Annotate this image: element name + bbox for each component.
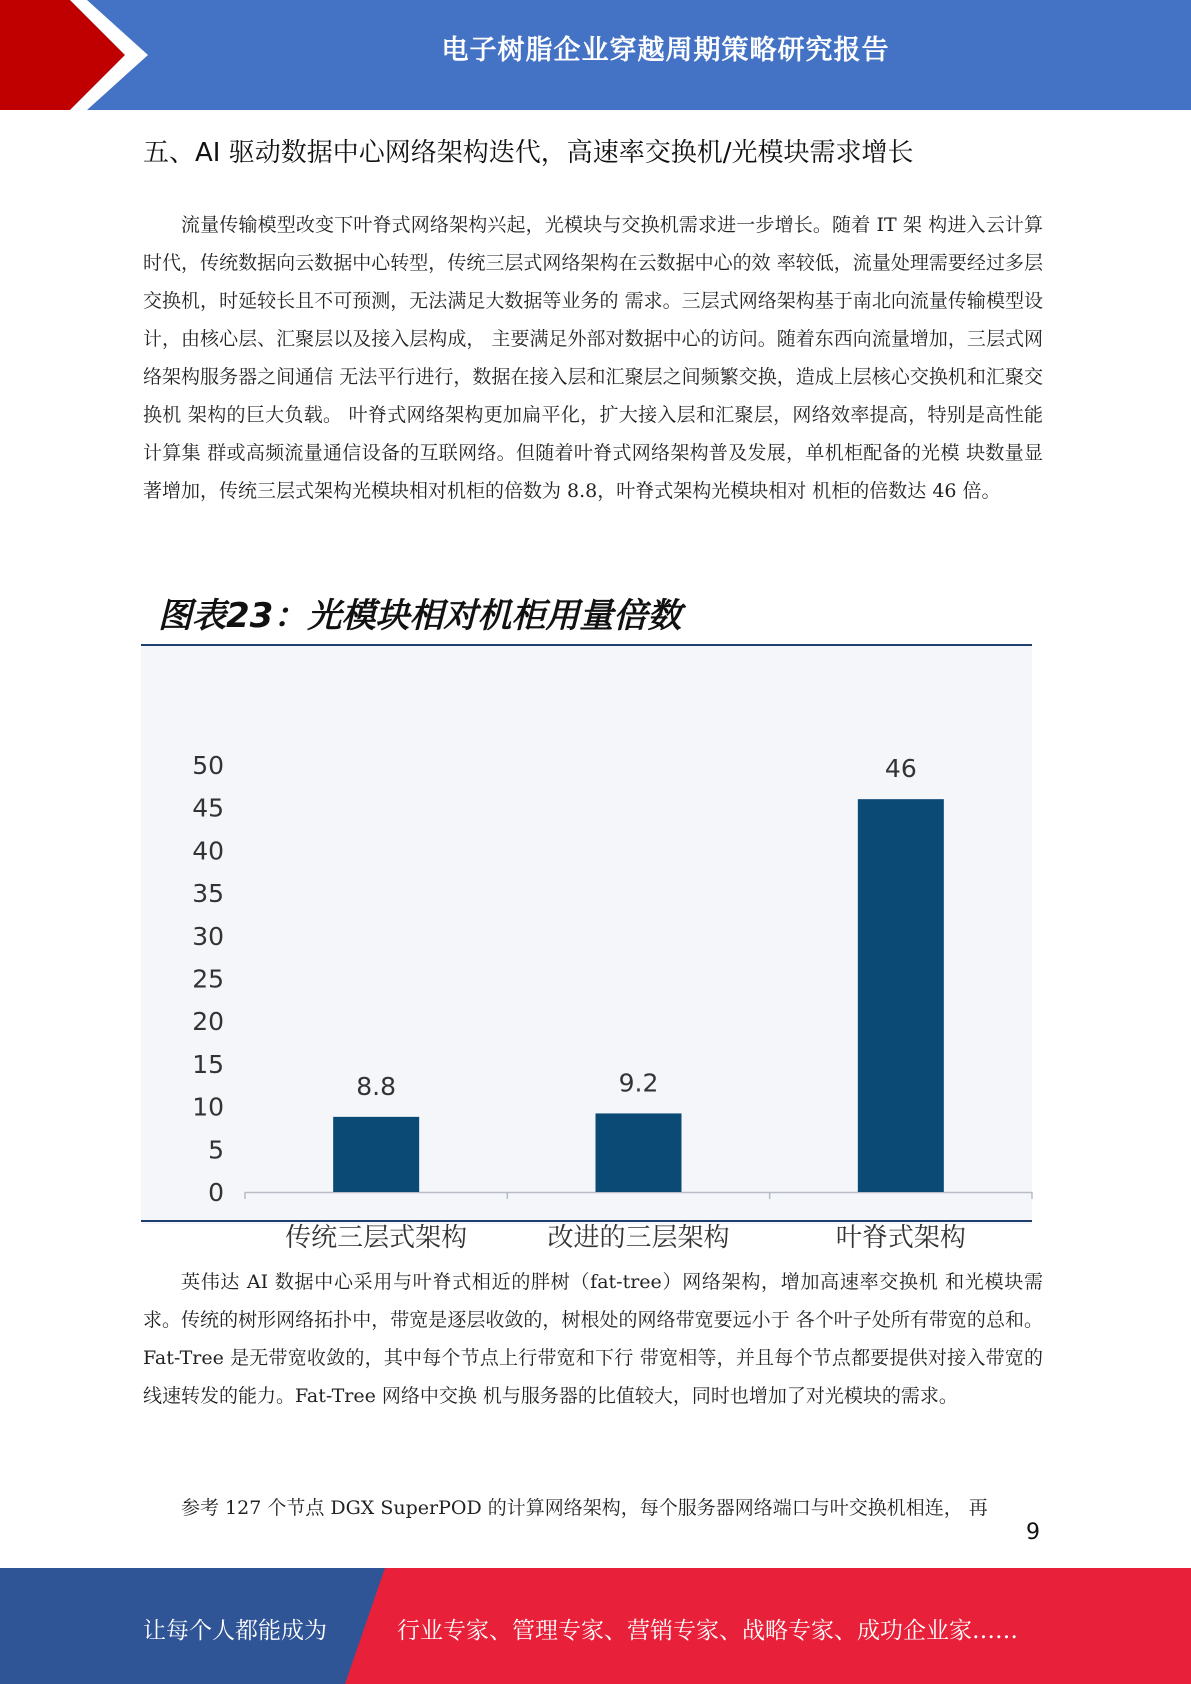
y-tick-label: 45 [192, 793, 224, 823]
y-tick-label: 5 [208, 1135, 224, 1165]
footer-slogan-right: 行业专家、管理专家、营销专家、战略专家、成功企业家…… [397, 1618, 1018, 1644]
y-tick-label: 30 [192, 921, 224, 951]
body-paragraph-2: 英伟达 AI 数据中心采用与叶脊式相近的胖树（fat-tree）网络架构，增加高速率交换机 和光模块需求。传统的树形网络拓扑中，带宽是逐层收敛的，树根处的网络带宽要远小于 各个叶子处所有带宽的总和。Fat-Tree 是无带宽收敛的，其中每个节点上行带宽和下行 带宽相等，并且每个节点都要提供对接入带宽的线速转发的能力。Fat-Tree 网络中交换 机与服务器的比值较大，同时也增加了对光模块的需求。 [143, 1271, 1043, 1407]
figure-title-band [141, 572, 1032, 644]
x-category-label: 传统三层式架构 [285, 1223, 468, 1253]
bar-chart [141, 646, 1032, 1253]
bar-data-label: 9.2 [618, 1068, 659, 1098]
bar-data-label: 46 [884, 754, 917, 784]
y-tick-label: 50 [192, 751, 224, 780]
report-title: 电子树脂企业穿越周期策略研究报告 [441, 35, 890, 66]
body-paragraph-1: 流量传输模型改变下叶脊式网络架构兴起，光模块与交换机需求进一步增长。随着 IT 架 构进入云计算时代，传统数据向云数据中心转型，传统三层式网络架构在云数据中心的效 率较低，流量处理需要经过多层交换机，时延较长且不可预测，无法满足大数据等业务的 需求。三层式网络架构基于南北向流量传输模型设计，由核心层、汇聚层以及接入层构成， 主要满足外部对数据中心的访问。随着东西向流量增加，三层式网络架构服务器之间通信 无法平行进行，数据在接入层和汇聚层之间频繁交换，造成上层核心交换机和汇聚交换机 架构的巨大负载。 叶脊式网络架构更加扁平化，扩大接入层和汇聚层，网络效率提高，特别是高性能计算集 群或高频流量通信设备的互联网络。但随着叶脊式网络架构普及发展，单机柜配备的光模 块数量显著增加，传统三层式架构光模块相对机柜的倍数为 8.8，叶脊式架构光模块相对 机柜的倍数达 46 倍。 [143, 214, 1043, 502]
page-footer [0, 1568, 1191, 1684]
y-tick-label: 25 [192, 964, 224, 994]
bar [858, 799, 944, 1192]
y-tick-label: 10 [192, 1092, 224, 1122]
section-heading: 五、AI 驱动数据中心网络架构迭代，高速率交换机/光模块需求增长 [143, 138, 914, 168]
x-category-label: 叶脊式架构 [835, 1223, 966, 1253]
y-tick-label: 15 [192, 1049, 224, 1079]
y-tick-label: 40 [192, 836, 224, 866]
bar [333, 1117, 419, 1192]
y-tick-label: 0 [208, 1178, 224, 1207]
page-number: 9 [1026, 1520, 1040, 1545]
page-header [0, 0, 1191, 110]
figure-23 [141, 572, 1032, 1253]
bar [596, 1113, 682, 1192]
y-tick-label: 20 [192, 1007, 224, 1037]
x-category-label: 改进的三层架构 [547, 1223, 730, 1253]
footer-slogan-left: 让每个人都能成为 [143, 1618, 327, 1644]
body-paragraph-3: 参考 127 个节点 DGX SuperPOD 的计算网络架构，每个服务器网络端口与叶交换机相连， 再 [181, 1497, 988, 1519]
figure-title: 图表23：光模块相对机柜用量倍数 [158, 596, 682, 636]
figure-bottom-rule [141, 1220, 1032, 1222]
y-tick-label: 35 [192, 879, 224, 909]
bar-data-label: 8.8 [356, 1071, 397, 1101]
